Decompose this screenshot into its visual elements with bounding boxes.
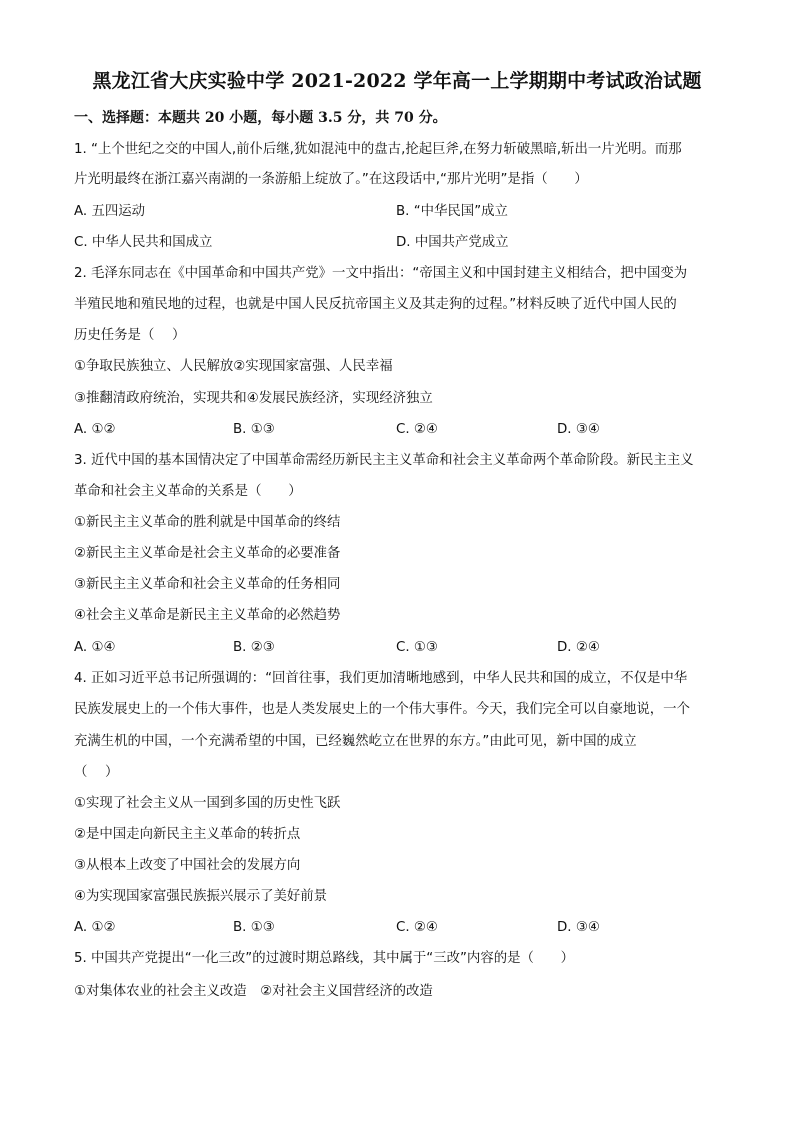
- page-title: 黑龙江省大庆实验中学 2021-2022 学年高一上学期期中考试政治试题: [92, 70, 702, 92]
- question-4-line: ③从根本上改变了中国社会的发展方向: [74, 858, 301, 873]
- question-2-line: ③推翻清政府统治，实现共和④发展民族经济，实现经济独立: [74, 391, 433, 406]
- q2-option-d: D. ③④: [557, 422, 600, 437]
- question-3-line: ①新民主主义革命的胜利就是中国革命的终结: [74, 515, 341, 530]
- q3-option-d: D. ②④: [557, 640, 600, 655]
- question-4-line: 充满生机的中国，一个充满希望的中国，已经巍然屹立在世界的东方。”由此可见，新中国的成立: [74, 734, 637, 749]
- question-3-line: 革命和社会主义革命的关系是（ ）: [74, 484, 302, 499]
- question-3-line: ④社会主义革命是新民主主义革命的必然趋势: [74, 608, 341, 623]
- question-4-line: （ ）: [74, 765, 119, 780]
- q1-option-a: A. 五四运动: [74, 204, 145, 219]
- question-4-line: 民族发展史上的一个伟大事件，也是人类发展史上的一个伟大事件。今天，我们完全可以自豪地说，一个: [74, 702, 690, 717]
- question-3-line: 3. 近代中国的基本国情决定了中国革命需经历新民主主义革命和社会主义革命两个革命阶段。新民主主义: [74, 453, 694, 468]
- q3-option-c: C. ①③: [396, 640, 438, 655]
- question-1-line: 1. “上个世纪之交的中国人,前仆后继,犹如混沌中的盘古,抡起巨斧,在努力斩破黑暗,斩出一片光明。而那: [74, 142, 682, 157]
- question-5-line: 5. 中国共产党提出“一化三改”的过渡时期总路线，其中属于“三改”内容的是（ ）: [74, 951, 575, 966]
- q4-option-d: D. ③④: [557, 920, 600, 935]
- question-2-line: 历史任务是（ ）: [74, 328, 186, 343]
- question-4-line: 4. 正如习近平总书记所强调的：“回首往事，我们更加清晰地感到，中华人民共和国的成立，不仅是中华: [74, 671, 688, 686]
- q3-option-a: A. ①④: [74, 640, 116, 655]
- q3-option-b: B. ②③: [233, 640, 275, 655]
- q1-option-c: C. 中华人民共和国成立: [74, 235, 213, 250]
- question-2-line: 2. 毛泽东同志在《中国革命和中国共产党》一文中指出：“帝国主义和中国封建主义相结合，把中国变为: [74, 266, 688, 281]
- question-1-line: 片光明最终在浙江嘉兴南湖的一条游船上绽放了。”在这段话中,“那片光明”是指（ ）: [74, 172, 588, 187]
- q4-option-c: C. ②④: [396, 920, 438, 935]
- question-5-line: ①对集体农业的社会主义改造 ②对社会主义国营经济的改造: [74, 984, 433, 999]
- q2-option-b: B. ①③: [233, 422, 275, 437]
- question-4-line: ①实现了社会主义从一国到多国的历史性飞跃: [74, 796, 341, 811]
- q4-option-b: B. ①③: [233, 920, 275, 935]
- question-3-line: ②新民主主义革命是社会主义革命的必要准备: [74, 546, 341, 561]
- q1-option-b: B. “中华民国”成立: [396, 204, 508, 219]
- q2-option-a: A. ①②: [74, 422, 116, 437]
- q4-option-a: A. ①②: [74, 920, 116, 935]
- question-2-line: 半殖民地和殖民地的过程，也就是中国人民反抗帝国主义及其走狗的过程。”材料反映了近代中国人民的: [74, 297, 677, 312]
- q2-option-c: C. ②④: [396, 422, 438, 437]
- question-4-line: ②是中国走向新民主主义革命的转折点: [74, 827, 301, 842]
- q1-option-d: D. 中国共产党成立: [396, 235, 509, 250]
- section-heading: 一、选择题：本题共 20 小题，每小题 3.5 分，共 70 分。: [74, 110, 447, 126]
- question-2-line: ①争取民族独立、人民解放②实现国家富强、人民幸福: [74, 359, 393, 374]
- question-3-line: ③新民主主义革命和社会主义革命的任务相同: [74, 577, 341, 592]
- question-4-line: ④为实现国家富强民族振兴展示了美好前景: [74, 889, 328, 904]
